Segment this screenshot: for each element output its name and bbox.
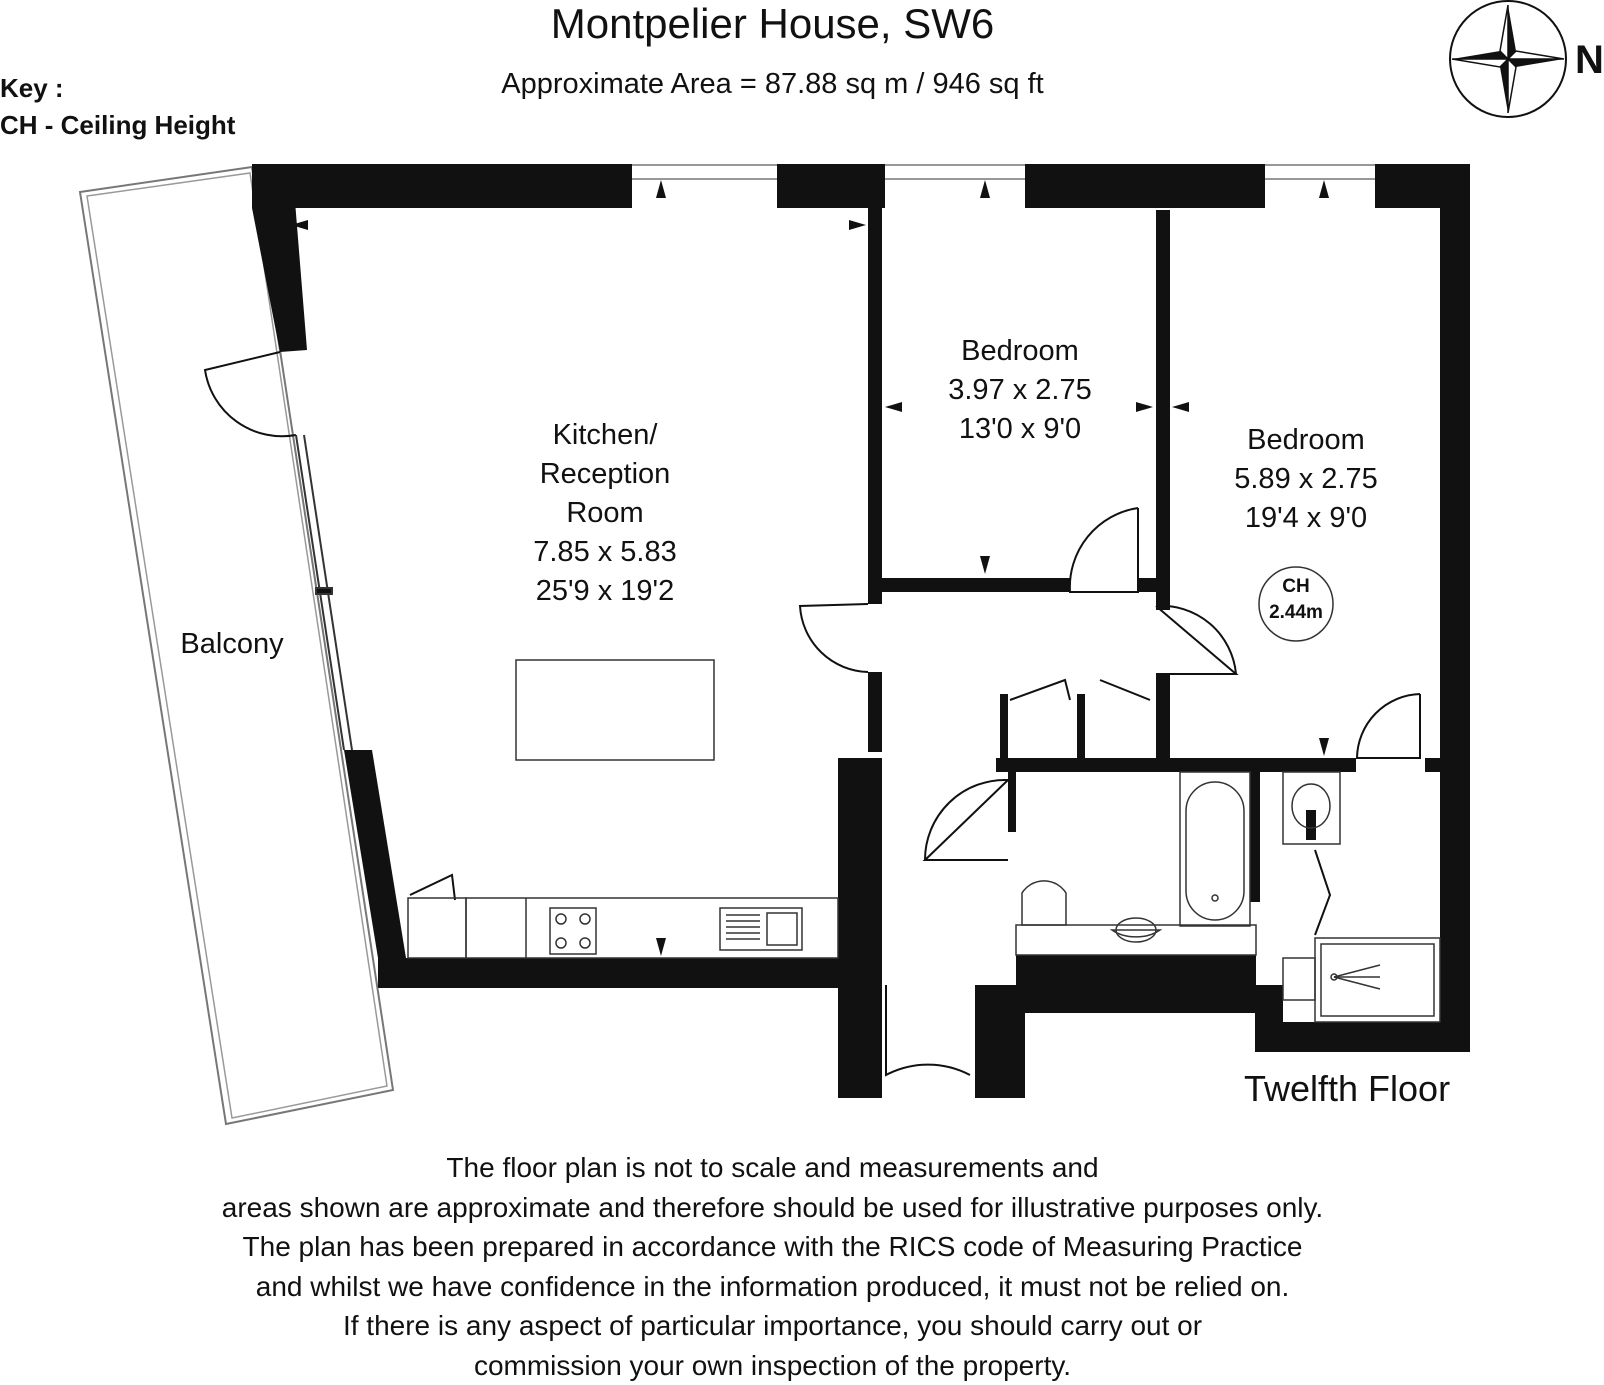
room-dimensions-metric: 7.85 x 5.83 xyxy=(533,536,677,568)
key-entry-ceiling-height: CH - Ceiling Height xyxy=(0,110,236,140)
plan-title: Montpelier House, SW6 xyxy=(550,0,995,47)
room-dimensions-metric: 5.89 x 2.75 xyxy=(1234,463,1378,495)
room-label-bedroom-1 xyxy=(920,332,1120,449)
disclaimer xyxy=(0,1148,1545,1385)
toilet-icon xyxy=(1022,881,1066,925)
disclaimer-line: The floor plan is not to scale and measurements and xyxy=(446,1152,1099,1183)
worktop xyxy=(466,898,838,958)
room-name: Bedroom xyxy=(961,335,1079,367)
kitchen-island xyxy=(516,660,714,760)
room-name-line: Reception xyxy=(539,458,671,490)
room-label-kitchen-reception xyxy=(505,416,705,611)
compass-icon xyxy=(1450,1,1566,117)
disclaimer-line: commission your own inspection of the property. xyxy=(473,1349,1072,1381)
disclaimer-line: areas shown are approximate and therefore should be used for illustrative purposes only. xyxy=(221,1191,1324,1223)
room-dimensions-metric: 3.97 x 2.75 xyxy=(948,374,1092,406)
compass-north-label: N xyxy=(1575,38,1604,82)
bathroom-fittings xyxy=(1016,772,1256,955)
room-label-bedroom-2 xyxy=(1206,421,1406,538)
key-heading: Key : xyxy=(0,73,64,103)
room-name-line: Kitchen/ xyxy=(552,419,658,451)
floor-label: Twelfth Floor xyxy=(1244,1068,1451,1109)
approximate-area: Approximate Area = 87.88 sq m / 946 sq ft xyxy=(501,68,1044,100)
room-label-balcony xyxy=(152,625,312,664)
ensuite-fittings xyxy=(1283,772,1440,1022)
ceiling-height-badge xyxy=(1256,574,1336,626)
ceiling-height-label: CH xyxy=(1282,576,1310,597)
ceiling-height-value: 2.44m xyxy=(1269,602,1323,623)
room-dimensions-imperial: 25'9 x 19'2 xyxy=(535,575,675,607)
room-name-line: Room xyxy=(566,497,644,529)
disclaimer-line: The plan has been prepared in accordance with the RICS code of Measuring Practice xyxy=(242,1231,1303,1262)
room-dimensions-imperial: 13'0 x 9'0 xyxy=(958,413,1082,445)
room-name: Balcony xyxy=(180,628,284,660)
disclaimer-line: If there is any aspect of particular importance, you should carry out or xyxy=(342,1310,1203,1341)
balcony-glazing xyxy=(296,435,352,750)
kitchen-fittings xyxy=(408,660,838,958)
disclaimer-line: and whilst we have confidence in the information produced, it must not be relied on. xyxy=(255,1270,1290,1302)
room-dimensions-imperial: 19'4 x 9'0 xyxy=(1244,502,1368,534)
hob-icon xyxy=(550,908,596,954)
room-name: Bedroom xyxy=(1247,424,1365,456)
measurement-arrows xyxy=(291,180,1329,956)
